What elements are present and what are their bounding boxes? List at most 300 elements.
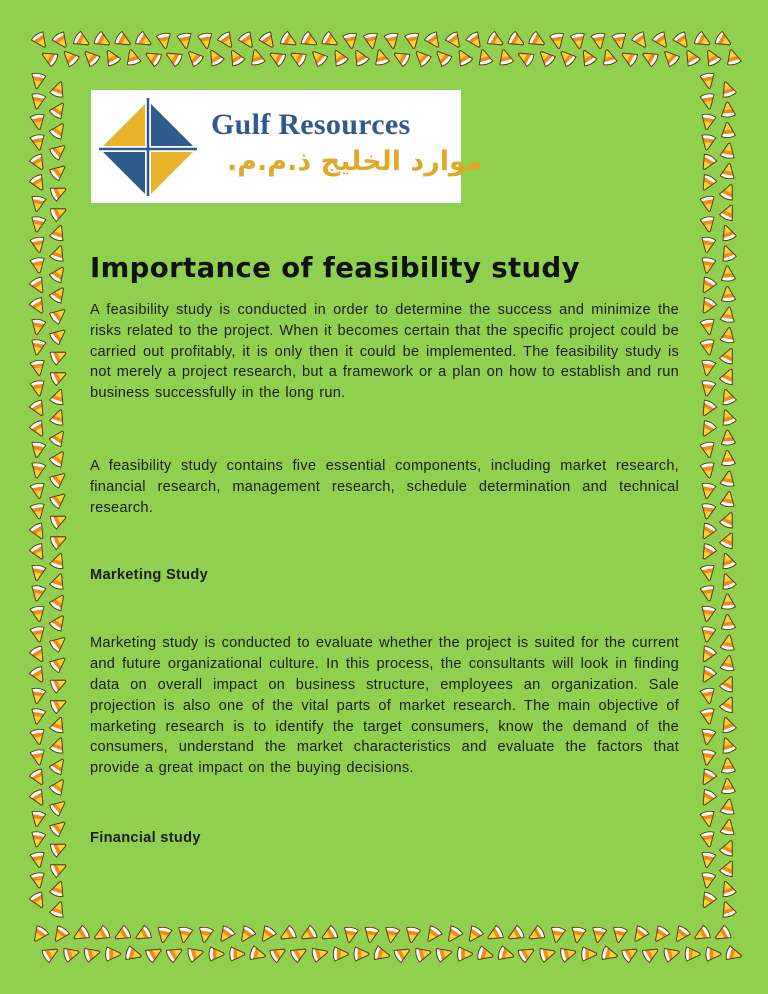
candy-corn-icon bbox=[177, 32, 193, 49]
candy-corn-icon bbox=[591, 926, 607, 943]
candy-corn-icon bbox=[700, 708, 716, 725]
candy-corn-icon bbox=[391, 48, 411, 68]
candy-corn-icon bbox=[60, 47, 81, 68]
candy-corn-icon bbox=[112, 925, 132, 945]
candy-corn-icon bbox=[631, 31, 651, 51]
candy-corn-icon bbox=[660, 47, 681, 68]
candy-corn-icon bbox=[719, 202, 738, 222]
candy-corn-icon bbox=[720, 306, 736, 323]
candy-corn-icon bbox=[719, 387, 737, 406]
candy-corn-icon bbox=[372, 48, 389, 66]
candy-corn-icon bbox=[209, 947, 224, 961]
candy-corn-icon bbox=[445, 31, 465, 51]
paragraph-marketing: Marketing study is conducted to evaluate whether the project is suited for the current and future organizational culture. In this process, the consultants will look in finding data on overall impact on business structure, employees an organization. Sale projection is also one of the vital parts of market research. The main objective of marketing research is to identify the target consumers, know the demand of the consumers, understand the market characteristics and evaluate the factors that provide a great impact on the buying decisions. bbox=[90, 635, 679, 777]
candy-corn-icon bbox=[49, 736, 67, 755]
candy-corn-icon bbox=[719, 838, 738, 858]
candy-corn-icon bbox=[477, 946, 495, 963]
candy-corn-icon bbox=[570, 32, 586, 49]
candy-corn-icon bbox=[49, 448, 69, 468]
candy-corn-icon bbox=[698, 768, 718, 788]
candy-corn-icon bbox=[133, 925, 153, 945]
candy-corn-icon bbox=[49, 305, 69, 325]
candy-corn-icon bbox=[526, 925, 546, 945]
candy-corn-icon bbox=[29, 768, 49, 788]
candy-corn-icon bbox=[719, 551, 737, 570]
candy-corn-icon bbox=[719, 182, 738, 202]
candy-corn-icon bbox=[29, 645, 49, 665]
candy-corn-icon bbox=[187, 945, 205, 962]
candy-corn-icon bbox=[30, 236, 46, 253]
candy-corn-icon bbox=[719, 879, 737, 898]
candy-corn-icon bbox=[700, 318, 716, 335]
candy-corn-icon bbox=[342, 926, 358, 943]
candy-corn-icon bbox=[698, 542, 718, 562]
candy-corn-icon bbox=[49, 551, 67, 570]
gulf-resources-logo bbox=[91, 90, 483, 203]
candy-corn-icon bbox=[71, 925, 91, 945]
candy-corn-icon bbox=[238, 31, 258, 51]
candy-corn-icon bbox=[49, 489, 69, 509]
candy-corn-icon bbox=[329, 47, 349, 67]
candy-corn-icon bbox=[49, 531, 69, 550]
candy-corn-icon bbox=[49, 879, 67, 898]
candy-corn-icon bbox=[700, 236, 716, 253]
candy-corn-icon bbox=[49, 408, 67, 427]
candy-corn-icon bbox=[720, 654, 736, 671]
candy-corn-icon bbox=[702, 47, 722, 67]
candy-corn-icon bbox=[93, 31, 113, 51]
candy-corn-icon bbox=[714, 31, 734, 51]
candy-corn-icon bbox=[720, 162, 736, 179]
candy-corn-icon bbox=[464, 925, 484, 945]
candy-corn-icon bbox=[384, 926, 400, 943]
candy-corn-icon bbox=[125, 946, 143, 963]
candy-corn-icon bbox=[49, 612, 69, 632]
candy-corn-icon bbox=[29, 153, 49, 173]
candy-corn-icon bbox=[333, 947, 348, 961]
candy-corn-icon bbox=[49, 469, 69, 489]
candy-corn-icon bbox=[91, 925, 111, 945]
candy-corn-icon bbox=[700, 585, 716, 602]
candy-corn-icon bbox=[458, 947, 473, 961]
candy-corn-icon bbox=[30, 462, 46, 479]
candy-corn-icon bbox=[49, 325, 69, 345]
candy-corn-icon bbox=[49, 284, 69, 304]
candy-corn-icon bbox=[698, 645, 718, 665]
candy-corn-icon bbox=[30, 626, 46, 643]
document-body bbox=[90, 252, 679, 848]
candy-corn-icon bbox=[720, 593, 735, 609]
candy-corn-icon bbox=[700, 441, 716, 458]
candy-corn-icon bbox=[300, 31, 320, 51]
candy-corn-icon bbox=[29, 419, 49, 439]
candy-corn-icon bbox=[650, 925, 670, 945]
candy-corn-icon bbox=[49, 244, 67, 263]
candy-corn-icon bbox=[29, 925, 49, 945]
candy-corn-icon bbox=[49, 100, 69, 120]
candy-corn-icon bbox=[49, 572, 67, 591]
candy-corn-icon bbox=[30, 93, 46, 110]
candy-corn-icon bbox=[700, 216, 716, 233]
candy-corn-icon bbox=[578, 47, 598, 67]
candy-corn-icon bbox=[269, 944, 289, 964]
candy-corn-icon bbox=[63, 945, 81, 962]
candy-corn-icon bbox=[720, 614, 735, 630]
candy-corn-icon bbox=[30, 605, 46, 622]
candy-corn-icon bbox=[486, 31, 506, 51]
candy-corn-icon bbox=[49, 120, 69, 140]
candy-corn-icon bbox=[497, 946, 515, 963]
candy-corn-icon bbox=[700, 831, 716, 848]
candy-corn-icon bbox=[698, 296, 718, 316]
candy-corn-icon bbox=[29, 296, 49, 316]
candy-corn-icon bbox=[29, 788, 49, 808]
candy-corn-icon bbox=[30, 113, 46, 130]
candy-corn-icon bbox=[591, 32, 607, 49]
candy-corn-icon bbox=[712, 925, 732, 945]
logo-english-name: Gulf Resources bbox=[211, 108, 411, 141]
candy-corn-icon bbox=[720, 142, 736, 159]
candy-corn-icon bbox=[50, 925, 70, 945]
candy-corn-icon bbox=[719, 530, 738, 550]
candy-corn-icon bbox=[216, 925, 236, 945]
candy-corn-icon bbox=[720, 470, 736, 487]
candy-corn-icon bbox=[720, 490, 736, 507]
candy-corn-icon bbox=[217, 31, 237, 51]
candy-corn-icon bbox=[698, 399, 718, 419]
candy-corn-icon bbox=[719, 510, 738, 530]
candy-corn-icon bbox=[639, 48, 659, 68]
candy-corn-icon bbox=[412, 47, 433, 68]
candy-corn-icon bbox=[83, 945, 101, 962]
candy-corn-icon bbox=[720, 798, 736, 815]
candy-corn-icon bbox=[30, 503, 46, 520]
candy-corn-icon bbox=[114, 31, 134, 51]
candy-corn-icon bbox=[30, 749, 46, 766]
paragraph-components: A feasibility study contains five essential components, including market research, financial research, management research, schedule determination and technical research. bbox=[90, 457, 679, 516]
candy-corn-icon bbox=[549, 32, 565, 49]
candy-corn-icon bbox=[384, 32, 400, 49]
candy-corn-icon bbox=[630, 925, 650, 945]
candy-corn-icon bbox=[143, 48, 163, 68]
candy-corn-icon bbox=[536, 47, 557, 68]
candy-corn-icon bbox=[30, 216, 46, 233]
candy-corn-icon bbox=[165, 944, 185, 964]
candy-corn-icon bbox=[49, 347, 69, 366]
candy-corn-icon bbox=[720, 757, 735, 773]
candy-corn-icon bbox=[663, 945, 681, 962]
candy-corn-icon bbox=[49, 797, 69, 817]
candy-corn-icon bbox=[719, 223, 737, 242]
candy-corn-icon bbox=[29, 276, 49, 296]
candy-corn-icon bbox=[106, 947, 121, 961]
candy-corn-icon bbox=[30, 687, 46, 704]
candy-corn-icon bbox=[652, 31, 672, 51]
candy-corn-icon bbox=[49, 900, 67, 919]
candy-corn-icon bbox=[505, 925, 525, 945]
candy-corn-icon bbox=[321, 31, 341, 51]
candy-corn-icon bbox=[236, 925, 256, 945]
candy-corn-icon bbox=[49, 592, 69, 612]
candy-corn-icon bbox=[226, 47, 246, 67]
candy-corn-icon bbox=[671, 925, 691, 945]
candy-corn-icon bbox=[49, 859, 69, 878]
candy-corn-icon bbox=[719, 674, 738, 694]
candy-corn-icon bbox=[29, 399, 49, 419]
candy-corn-icon bbox=[30, 318, 46, 335]
candy-corn-icon bbox=[720, 122, 735, 138]
candy-corn-icon bbox=[692, 925, 712, 945]
candy-corn-icon bbox=[30, 728, 46, 745]
candy-corn-icon bbox=[700, 93, 716, 110]
candy-corn-icon bbox=[719, 715, 737, 734]
candy-corn-icon bbox=[30, 339, 46, 356]
candy-corn-icon bbox=[267, 48, 287, 68]
candy-corn-icon bbox=[308, 47, 329, 68]
candy-corn-icon bbox=[601, 946, 619, 963]
candy-corn-icon bbox=[700, 605, 716, 622]
candy-corn-icon bbox=[724, 48, 741, 66]
candy-corn-icon bbox=[258, 31, 278, 51]
candy-corn-icon bbox=[700, 195, 716, 212]
candy-corn-icon bbox=[41, 944, 61, 964]
candy-corn-icon bbox=[354, 947, 369, 961]
candy-corn-icon bbox=[49, 715, 67, 734]
candy-corn-icon bbox=[198, 32, 214, 49]
candy-corn-icon bbox=[720, 429, 735, 445]
candy-corn-icon bbox=[720, 450, 735, 466]
candy-corn-icon bbox=[700, 749, 716, 766]
candy-corn-icon bbox=[720, 286, 735, 302]
candy-corn-icon bbox=[557, 47, 578, 68]
candy-corn-icon bbox=[405, 32, 421, 49]
candy-corn-icon bbox=[49, 653, 69, 673]
candy-corn-icon bbox=[31, 31, 51, 51]
page-title: Importance of feasibility study bbox=[90, 252, 580, 284]
candy-corn-icon bbox=[30, 195, 46, 212]
candy-corn-icon bbox=[700, 851, 716, 868]
candy-corn-icon bbox=[719, 408, 737, 427]
candy-corn-icon bbox=[719, 80, 737, 99]
candy-corn-icon bbox=[30, 380, 46, 397]
candy-corn-icon bbox=[685, 947, 700, 961]
candy-corn-icon bbox=[496, 48, 513, 66]
paragraph-intro: A feasibility study is conducted in order to determine the success and minimize the risks related to the project. When it becomes certain that the specific project could be carried out profitably, it is only then it could be implemented. The feasibility study is not merely a project research, but a framework or a plan on how to establish and run business successfully in the long run. bbox=[90, 302, 679, 402]
candy-corn-icon bbox=[29, 665, 49, 685]
candy-corn-icon bbox=[719, 346, 738, 366]
candy-corn-icon bbox=[620, 944, 640, 964]
candy-corn-icon bbox=[29, 522, 49, 542]
candy-corn-icon bbox=[49, 633, 69, 653]
candy-corn-icon bbox=[424, 31, 444, 51]
candy-corn-icon bbox=[415, 945, 433, 962]
candy-corn-icon bbox=[80, 47, 101, 68]
candy-corn-icon bbox=[230, 947, 245, 961]
candy-corn-icon bbox=[288, 48, 308, 68]
candy-corn-icon bbox=[404, 926, 420, 943]
candy-corn-icon bbox=[700, 728, 716, 745]
candy-corn-icon bbox=[549, 926, 565, 943]
candy-corn-icon bbox=[49, 428, 69, 448]
candy-corn-icon bbox=[51, 31, 71, 51]
candy-corn-icon bbox=[719, 572, 737, 591]
candy-corn-icon bbox=[454, 47, 474, 67]
candy-corn-icon bbox=[476, 48, 493, 66]
candy-corn-icon bbox=[342, 32, 358, 49]
candy-corn-icon bbox=[423, 925, 443, 945]
candy-corn-icon bbox=[600, 48, 617, 66]
candy-corn-icon bbox=[465, 31, 485, 51]
candy-corn-icon bbox=[49, 203, 69, 222]
candy-corn-icon bbox=[720, 265, 735, 281]
candy-corn-icon bbox=[719, 244, 737, 263]
candy-corn-icon bbox=[700, 810, 716, 827]
candy-corn-icon bbox=[515, 48, 535, 68]
candy-corn-icon bbox=[30, 585, 46, 602]
candy-corn-icon bbox=[156, 926, 172, 943]
candy-corn-icon bbox=[373, 946, 391, 963]
candy-corn-icon bbox=[700, 257, 716, 274]
candy-corn-icon bbox=[693, 31, 713, 51]
candy-corn-icon bbox=[539, 945, 557, 962]
candy-corn-icon bbox=[205, 47, 225, 67]
candy-corn-icon bbox=[700, 482, 716, 499]
candy-corn-icon bbox=[700, 626, 716, 643]
candy-corn-icon bbox=[720, 634, 736, 651]
candy-corn-icon bbox=[124, 48, 141, 66]
candy-corn-icon bbox=[134, 31, 154, 51]
candy-corn-icon bbox=[257, 925, 277, 945]
candy-corn-icon bbox=[30, 441, 46, 458]
candy-corn-icon bbox=[698, 665, 718, 685]
candy-corn-icon bbox=[350, 47, 370, 67]
candy-corn-icon bbox=[706, 947, 721, 961]
candy-corn-icon bbox=[725, 946, 743, 963]
candy-corn-icon bbox=[363, 926, 379, 943]
candy-corn-icon bbox=[672, 31, 692, 51]
logo-emblem-icon bbox=[97, 96, 199, 198]
candy-corn-icon bbox=[249, 946, 267, 963]
candy-corn-icon bbox=[49, 817, 69, 837]
candy-corn-icon bbox=[49, 675, 69, 694]
candy-corn-icon bbox=[507, 31, 527, 51]
candy-corn-icon bbox=[248, 48, 265, 66]
candy-corn-icon bbox=[363, 32, 379, 49]
candy-corn-icon bbox=[102, 47, 122, 67]
candy-corn-icon bbox=[30, 810, 46, 827]
candy-corn-icon bbox=[700, 380, 716, 397]
candy-corn-icon bbox=[619, 48, 639, 68]
candy-corn-icon bbox=[49, 264, 69, 284]
candy-corn-icon bbox=[177, 926, 193, 943]
candy-corn-icon bbox=[611, 926, 627, 943]
candy-corn-icon bbox=[393, 944, 413, 964]
candy-corn-icon bbox=[698, 153, 718, 173]
candy-corn-icon bbox=[30, 564, 46, 581]
candy-corn-icon bbox=[698, 276, 718, 296]
candy-corn-icon bbox=[278, 925, 298, 945]
candy-corn-icon bbox=[30, 134, 46, 151]
candy-corn-icon bbox=[698, 522, 718, 542]
candy-corn-icon bbox=[49, 839, 69, 858]
candy-corn-icon bbox=[49, 161, 69, 181]
candy-corn-icon bbox=[700, 339, 716, 356]
candy-corn-icon bbox=[432, 47, 453, 68]
candy-corn-icon bbox=[29, 542, 49, 562]
heading-financial-study: Financial study bbox=[90, 829, 201, 846]
candy-corn-icon bbox=[30, 359, 46, 376]
candy-corn-icon bbox=[311, 945, 329, 962]
candy-corn-icon bbox=[30, 72, 46, 89]
candy-corn-icon bbox=[319, 925, 339, 945]
candy-corn-icon bbox=[29, 891, 49, 911]
candy-corn-icon bbox=[528, 31, 548, 51]
candy-corn-icon bbox=[30, 257, 46, 274]
candy-corn-icon bbox=[698, 419, 718, 439]
candy-corn-icon bbox=[719, 858, 738, 878]
candy-corn-icon bbox=[700, 359, 716, 376]
candy-corn-icon bbox=[700, 134, 716, 151]
candy-corn-icon bbox=[30, 708, 46, 725]
candy-corn-icon bbox=[49, 776, 69, 796]
logo-arabic-name: موارد الخليج ذ.م.م. bbox=[227, 146, 483, 177]
candy-corn-icon bbox=[298, 925, 318, 945]
candy-corn-icon bbox=[720, 326, 736, 343]
candy-corn-icon bbox=[582, 947, 597, 961]
candy-corn-icon bbox=[49, 80, 67, 99]
candy-corn-icon bbox=[698, 173, 718, 193]
candy-corn-icon bbox=[559, 945, 577, 962]
candy-corn-icon bbox=[156, 32, 172, 49]
candy-corn-icon bbox=[289, 944, 309, 964]
candy-corn-icon bbox=[30, 851, 46, 868]
candy-corn-icon bbox=[49, 695, 69, 714]
candy-corn-icon bbox=[641, 944, 661, 964]
candy-corn-icon bbox=[184, 47, 205, 68]
candy-corn-icon bbox=[30, 482, 46, 499]
candy-corn-icon bbox=[719, 366, 738, 386]
candy-corn-icon bbox=[719, 736, 737, 755]
candy-corn-icon bbox=[443, 925, 463, 945]
candy-corn-icon bbox=[612, 32, 628, 49]
candy-corn-icon bbox=[698, 891, 718, 911]
heading-marketing-study: Marketing Study bbox=[90, 567, 209, 584]
candy-corn-icon bbox=[49, 367, 69, 386]
candy-corn-icon bbox=[700, 564, 716, 581]
candy-corn-icon bbox=[700, 72, 716, 89]
candy-corn-icon bbox=[700, 462, 716, 479]
candy-corn-icon bbox=[700, 687, 716, 704]
candy-corn-icon bbox=[29, 173, 49, 193]
candy-corn-icon bbox=[49, 183, 69, 202]
candy-corn-icon bbox=[720, 101, 735, 117]
candy-corn-icon bbox=[72, 31, 92, 51]
candy-corn-icon bbox=[681, 47, 701, 67]
candy-corn-icon bbox=[719, 900, 737, 919]
candy-corn-icon bbox=[49, 387, 67, 406]
candy-corn-icon bbox=[49, 223, 67, 242]
candy-corn-icon bbox=[144, 944, 164, 964]
candy-corn-icon bbox=[698, 788, 718, 808]
candy-corn-icon bbox=[435, 945, 453, 962]
candy-corn-icon bbox=[279, 31, 299, 51]
candy-corn-icon bbox=[700, 113, 716, 130]
candy-corn-icon bbox=[700, 872, 716, 889]
candy-corn-icon bbox=[719, 694, 738, 714]
candy-corn-icon bbox=[485, 925, 505, 945]
candy-corn-icon bbox=[197, 926, 213, 943]
candy-corn-icon bbox=[163, 48, 183, 68]
